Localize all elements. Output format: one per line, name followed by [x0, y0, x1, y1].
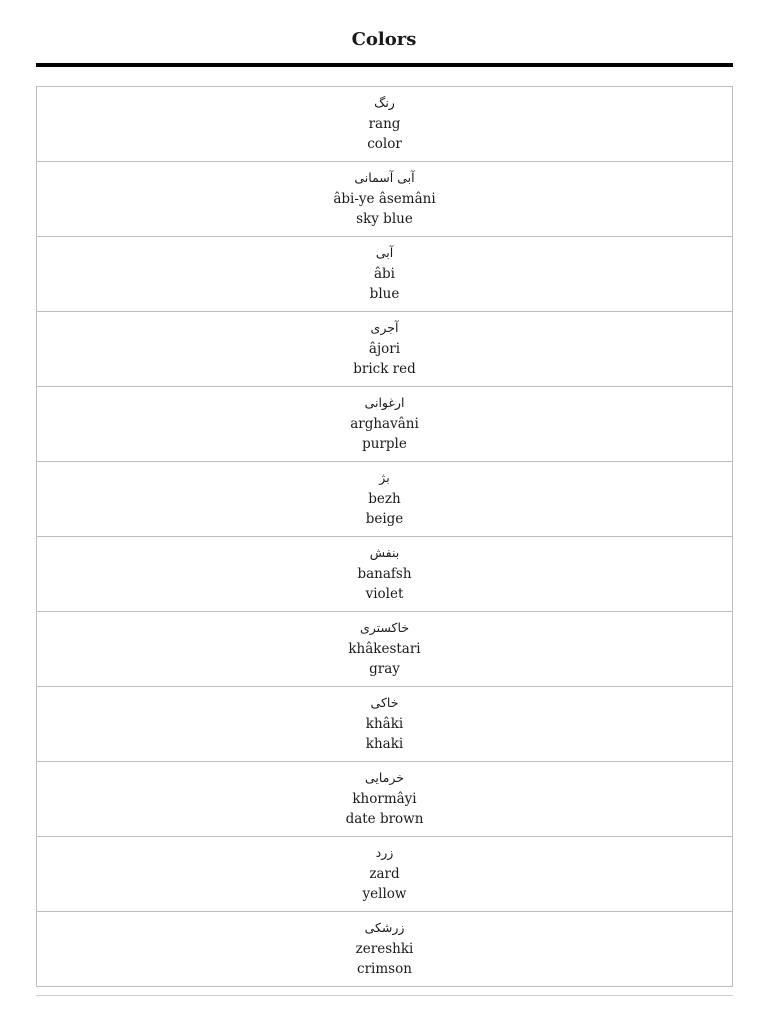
table-row — [37, 237, 732, 312]
transliteration: zereshki — [355, 940, 414, 957]
transliteration: khormâyi — [352, 790, 417, 807]
transliteration: bezh — [368, 490, 401, 507]
persian-word: بژ — [379, 470, 390, 486]
table-row — [37, 837, 732, 912]
page-title: Colors — [351, 29, 417, 50]
english-translation: date brown — [345, 811, 424, 828]
english-translation: beige — [365, 511, 404, 528]
persian-word: خاکستری — [359, 620, 410, 636]
title-divider — [36, 63, 733, 67]
english-translation: gray — [369, 661, 400, 678]
color-vocabulary-table — [36, 86, 733, 987]
english-translation: sky blue — [356, 211, 413, 228]
english-translation: purple — [362, 436, 407, 453]
persian-word: زرد — [375, 845, 394, 861]
table-row — [37, 912, 732, 986]
table-row — [37, 87, 732, 162]
persian-word: رنگ — [374, 95, 395, 111]
table-row — [37, 537, 732, 612]
table-row — [37, 612, 732, 687]
english-translation: brick red — [353, 361, 416, 378]
persian-word: خرمایی — [364, 770, 405, 786]
persian-word: زرشکی — [364, 920, 405, 936]
persian-word: خاکی — [370, 695, 399, 711]
persian-word: بنفش — [369, 545, 400, 561]
english-translation: color — [367, 136, 402, 153]
footer-divider — [36, 995, 733, 996]
table-row — [37, 687, 732, 762]
transliteration: rang — [368, 115, 401, 132]
table-row — [37, 462, 732, 537]
persian-word: آبی — [375, 245, 394, 261]
english-translation: violet — [365, 586, 404, 603]
table-row — [37, 387, 732, 462]
transliteration: arghavâni — [350, 415, 419, 432]
persian-word: آبی آسمانی — [354, 170, 415, 186]
table-row — [37, 762, 732, 837]
transliteration: banafsh — [357, 565, 412, 582]
transliteration: âbi — [373, 265, 395, 282]
table-row — [37, 312, 732, 387]
english-translation: crimson — [357, 961, 412, 978]
transliteration: khâkestari — [348, 640, 421, 657]
persian-word: ارغوانی — [364, 395, 405, 411]
table-row — [37, 162, 732, 237]
english-translation: khaki — [365, 736, 404, 753]
english-translation: yellow — [362, 886, 407, 903]
transliteration: âbi-ye âsemâni — [333, 190, 436, 207]
transliteration: zard — [369, 865, 400, 882]
english-translation: blue — [369, 286, 400, 303]
persian-word: آجری — [370, 320, 399, 336]
transliteration: khâki — [365, 715, 404, 732]
transliteration: âjori — [368, 340, 401, 357]
